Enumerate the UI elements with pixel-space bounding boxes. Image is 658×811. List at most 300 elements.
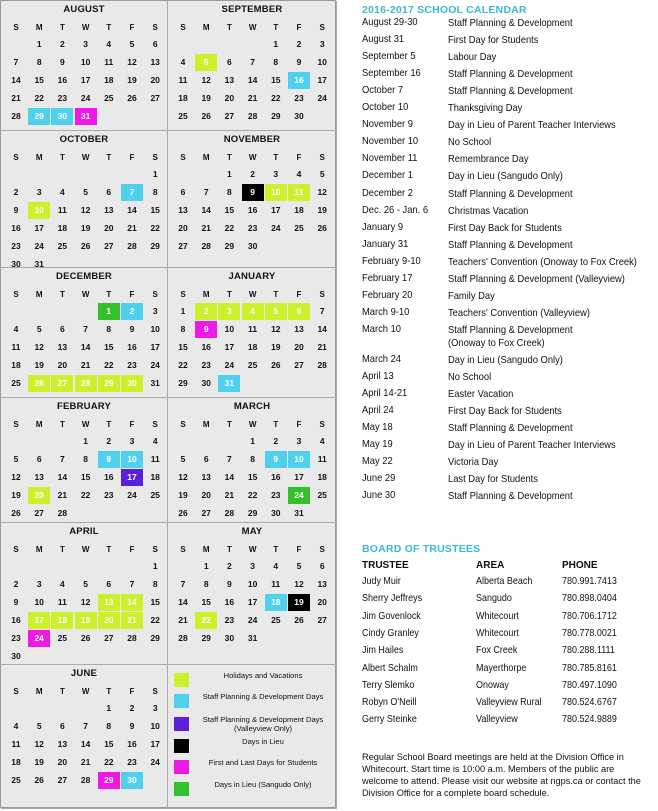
event-date: April 13 xyxy=(362,370,394,382)
calendar-day: 12 xyxy=(317,187,327,197)
calendar-day: 20 xyxy=(57,757,68,767)
calendar-day: 10 xyxy=(224,324,235,334)
trustee-name: Terry Slemko xyxy=(362,679,415,691)
calendar-day: 30 xyxy=(11,259,21,269)
calendar-day: 11 xyxy=(57,597,67,607)
weekday-header: S xyxy=(180,290,186,299)
calendar-day: 30 xyxy=(294,111,304,121)
month-name: MARCH xyxy=(233,401,271,412)
month-name: MAY xyxy=(241,526,263,537)
calendar-day: 5 xyxy=(129,39,135,49)
calendar-day: 3 xyxy=(218,303,240,320)
event-description: Remembrance Day xyxy=(448,154,529,166)
event-date: January 31 xyxy=(362,238,409,250)
calendar-day: 6 xyxy=(60,721,65,731)
legend-swatch xyxy=(174,717,189,731)
trustee-name: Jim Govenlock xyxy=(362,610,421,622)
calendar-day: 27 xyxy=(178,241,188,251)
calendar-day: 14 xyxy=(121,594,143,611)
calendar-day: 1 xyxy=(98,303,120,320)
calendar-day: 1 xyxy=(250,436,255,446)
trustee-area: Onoway xyxy=(476,679,509,691)
calendar-day: 2 xyxy=(273,436,279,446)
month-name: FEBRUARY xyxy=(56,401,112,412)
event-date: March 9-10 xyxy=(362,306,410,318)
event-date: May 18 xyxy=(362,422,393,434)
calendar-day: 14 xyxy=(178,597,188,607)
weekday-header: S xyxy=(152,23,158,32)
month-may xyxy=(168,523,337,665)
calendar-day: 14 xyxy=(11,75,21,85)
calendar-day: 15 xyxy=(150,597,160,607)
month-name: NOVEMBER xyxy=(223,134,281,145)
event-date: October 7 xyxy=(362,85,404,97)
calendar-day: 12 xyxy=(178,472,188,482)
calendar-day: 25 xyxy=(150,490,160,500)
month-november xyxy=(168,131,337,268)
calendar-day: 4 xyxy=(319,436,325,446)
event-description: Teachers' Convention (Valleyview) xyxy=(448,307,590,319)
calendar-day: 22 xyxy=(150,615,160,625)
trustee-name: Albert Schalm xyxy=(362,662,418,674)
calendar-day: 2 xyxy=(195,303,217,320)
calendar-day: 16 xyxy=(127,342,137,352)
calendar-day: 23 xyxy=(247,223,258,233)
calendar-day: 31 xyxy=(34,259,44,269)
event-date: February 17 xyxy=(362,272,413,284)
calendar-day: 7 xyxy=(83,721,88,731)
calendar-day: 22 xyxy=(247,490,258,500)
legend-label: Days in Lieu xyxy=(242,737,284,746)
calendar-day: 15 xyxy=(80,472,91,482)
calendar-day: 26 xyxy=(80,241,91,251)
calendar-day: 16 xyxy=(11,223,21,233)
calendar-day: 13 xyxy=(98,594,120,611)
calendar-day: 28 xyxy=(247,111,258,121)
trustee-phone: 780.706.1712 xyxy=(562,610,617,622)
calendar-day: 19 xyxy=(288,594,310,611)
calendar-day: 21 xyxy=(121,612,143,629)
calendar-day: 7 xyxy=(227,454,232,464)
calendar-day: 17 xyxy=(247,597,258,607)
weekday-header: T xyxy=(226,545,232,554)
calendar-day: 30 xyxy=(271,508,281,518)
calendar-day: 28 xyxy=(127,241,137,251)
calendar-day: 27 xyxy=(201,508,211,518)
month-name: OCTOBER xyxy=(59,134,109,145)
weekday-header: F xyxy=(129,420,135,429)
calendar-day: 29 xyxy=(150,241,160,251)
calendar-day: 19 xyxy=(75,612,97,629)
calendar-day: 7 xyxy=(60,454,65,464)
weekday-header: S xyxy=(13,687,19,696)
calendar-day: 22 xyxy=(150,223,160,233)
weekday-header: W xyxy=(81,153,90,162)
calendar-day: 27 xyxy=(224,111,235,121)
calendar-day: 12 xyxy=(80,205,91,215)
calendar-day: 20 xyxy=(178,223,188,233)
calendar-day: 26 xyxy=(294,615,304,625)
event-description: Christmas Vacation xyxy=(448,205,529,217)
calendar-day: 30 xyxy=(11,651,21,661)
calendar-day: 18 xyxy=(51,612,73,629)
calendar-day: 28 xyxy=(201,241,211,251)
calendar-day: 25 xyxy=(178,111,188,121)
calendar-day: 10 xyxy=(121,451,143,468)
calendar-day: 6 xyxy=(36,454,42,464)
weekday-header: T xyxy=(59,23,65,32)
calendar-day: 2 xyxy=(60,39,65,49)
weekday-header: W xyxy=(248,420,257,429)
weekday-header: S xyxy=(13,290,19,299)
calendar-day: 10 xyxy=(317,57,327,67)
weekday-header: F xyxy=(129,23,135,32)
calendar-day: 1 xyxy=(180,306,186,316)
calendar-day: 24 xyxy=(271,223,281,233)
calendar-day: 30 xyxy=(51,108,73,125)
calendar-day: 9 xyxy=(13,597,19,607)
weekday-header: T xyxy=(59,687,65,696)
legend-label: Holidays and Vacations xyxy=(223,671,303,680)
calendar-day: 21 xyxy=(201,223,211,233)
calendar-day: 19 xyxy=(317,205,327,215)
calendar-day: 24 xyxy=(127,490,137,500)
weekday-header: W xyxy=(248,153,257,162)
calendar-day: 23 xyxy=(294,93,304,103)
calendar-day: 21 xyxy=(127,223,137,233)
calendar-day: 3 xyxy=(273,169,279,179)
calendar-day: 28 xyxy=(224,508,235,518)
weekday-header: T xyxy=(106,420,112,429)
calendar-day: 20 xyxy=(98,612,120,629)
weekday-header: T xyxy=(273,23,279,32)
trustee-name: Sherry Jeffreys xyxy=(362,593,423,605)
legend-label: Staff Planning & Development Days (Valleyview Only) xyxy=(202,715,324,733)
event-date: March 24 xyxy=(362,353,401,365)
event-description: First Day for Students xyxy=(448,35,539,47)
calendar-day: 2 xyxy=(121,303,143,320)
event-description: Staff Planning & Development xyxy=(448,18,573,29)
calendar-day: 29 xyxy=(98,375,120,392)
calendar-day: 26 xyxy=(271,360,281,370)
calendar-day: 7 xyxy=(121,184,143,201)
weekday-header: S xyxy=(13,545,19,554)
calendar-day: 19 xyxy=(11,490,21,500)
weekday-header: W xyxy=(81,420,90,429)
event-date: April 14-21 xyxy=(362,388,408,399)
calendar-day: 8 xyxy=(203,579,209,589)
calendar-day: 16 xyxy=(288,72,310,89)
month-name: APRIL xyxy=(69,526,99,537)
calendar-day: 29 xyxy=(150,633,160,643)
calendar-day: 17 xyxy=(121,469,143,486)
weekday-header: T xyxy=(59,290,65,299)
weekday-header: T xyxy=(226,290,232,299)
weekday-header: W xyxy=(248,290,257,299)
calendar-day: 24 xyxy=(34,241,44,251)
weekday-header: T xyxy=(59,420,65,429)
trustee-name: Judy Muir xyxy=(362,576,401,587)
trustee-phone: 780.524.6767 xyxy=(562,697,617,709)
month-january xyxy=(168,268,337,398)
calendar-day: 20 xyxy=(57,360,68,370)
weekday-header: T xyxy=(106,153,112,162)
calendar-day: 20 xyxy=(150,75,160,85)
event-date: September 5 xyxy=(362,51,416,63)
calendar-day: 8 xyxy=(106,721,112,731)
calendar-day: 18 xyxy=(317,472,327,482)
trustee-area: Valleyview xyxy=(476,714,518,726)
calendar-day: 18 xyxy=(150,472,160,482)
calendar-day: 29 xyxy=(247,508,258,518)
event-description: Family Day xyxy=(448,290,495,302)
calendar-day: 23 xyxy=(127,360,137,370)
calendar-day: 2 xyxy=(106,436,112,446)
calendar-day: 24 xyxy=(317,93,327,103)
calendar-day: 24 xyxy=(224,360,235,370)
calendar-day: 3 xyxy=(152,306,158,316)
calendar-day: 30 xyxy=(201,378,211,388)
weekday-header: S xyxy=(152,545,158,554)
trustee-name: Gerry Steinke xyxy=(362,714,417,726)
calendar-day: 19 xyxy=(34,360,44,370)
calendar-day: 11 xyxy=(288,184,310,201)
legend-label: Staff Planning & Development Days xyxy=(202,692,324,701)
weekday-header: S xyxy=(319,153,325,162)
trustee-area: Fox Creek xyxy=(476,645,518,657)
calendar-day: 29 xyxy=(224,241,235,251)
weekday-header: S xyxy=(152,687,158,696)
calendar-day: 27 xyxy=(317,615,327,625)
calendar-day: 23 xyxy=(224,615,235,625)
weekday-header: S xyxy=(13,420,19,429)
weekday-header: W xyxy=(248,23,257,32)
calendar-day: 15 xyxy=(201,597,211,607)
calendar-day: 20 xyxy=(224,93,235,103)
calendar-day: 24 xyxy=(80,93,91,103)
weekday-header: W xyxy=(248,545,257,554)
event-description: Staff Planning & Development (Onoway to Fox Creek) xyxy=(448,324,573,349)
calendar-day: 12 xyxy=(271,324,281,334)
calendar-day: 29 xyxy=(178,378,188,388)
calendar-day: 28 xyxy=(57,508,68,518)
calendar-day: 7 xyxy=(250,57,255,67)
calendar-day: 3 xyxy=(250,561,255,571)
calendar-day: 13 xyxy=(317,579,327,589)
month-march xyxy=(168,398,337,523)
calendar-day: 21 xyxy=(247,93,258,103)
calendar-day: 6 xyxy=(180,187,186,197)
calendar-day: 9 xyxy=(60,57,65,67)
month-name: AUGUST xyxy=(63,4,105,15)
calendar-day: 15 xyxy=(150,205,160,215)
calendar-day: 4 xyxy=(13,324,19,334)
calendar-day: 14 xyxy=(247,75,258,85)
calendar-day: 25 xyxy=(271,615,281,625)
calendar-day: 22 xyxy=(104,360,114,370)
calendar-day: 3 xyxy=(319,39,325,49)
calendar-day: 10 xyxy=(150,721,160,731)
trustee-phone: 780.524.9889 xyxy=(562,714,617,726)
calendar-day: 17 xyxy=(34,223,44,233)
calendar-day: 16 xyxy=(127,739,137,749)
calendar-day: 13 xyxy=(178,205,188,215)
event-description: Teachers' Convention (Onoway to Fox Creek) xyxy=(448,256,637,268)
month-name: JANUARY xyxy=(228,271,276,282)
event-description: Staff Planning & Development xyxy=(448,86,573,98)
calendar-day: 7 xyxy=(13,57,19,67)
trustee-area: Mayerthorpe xyxy=(476,662,527,674)
calendar-day: 23 xyxy=(11,633,21,643)
weekday-header: S xyxy=(319,290,325,299)
calendar-day: 12 xyxy=(34,739,44,749)
calendar-day: 3 xyxy=(36,579,42,589)
calendar-day: 16 xyxy=(224,597,235,607)
event-description: Day in Lieu (Sangudo Only) xyxy=(448,354,563,366)
calendar-day: 16 xyxy=(11,615,21,625)
calendar-day: 13 xyxy=(57,739,68,749)
calendar-day: 12 xyxy=(80,597,91,607)
calendar-day: 12 xyxy=(294,579,304,589)
calendar-day: 30 xyxy=(121,375,143,392)
calendar-day: 7 xyxy=(180,579,186,589)
event-date: October 10 xyxy=(362,102,409,114)
weekday-header: M xyxy=(202,545,210,554)
event-date: Dec. 26 - Jan. 6 xyxy=(362,204,429,216)
calendar-title: 2016-2017 SCHOOL CALENDAR xyxy=(362,4,527,16)
event-description: Staff Planning & Development xyxy=(448,69,573,81)
weekday-header: S xyxy=(180,420,186,429)
calendar-day: 5 xyxy=(319,169,325,179)
month-june xyxy=(1,665,168,809)
trustee-name: Cindy Granley xyxy=(362,627,419,639)
board-meeting-note: Regular School Board meetings are held at the Division Office in Whitecourt. Start time is 10:00 a.m. Members of the public are welcome to attend. Please visit our website at ngps.ca or contact the Division Office for a complete board schedule. xyxy=(362,752,641,798)
area-header: AREA xyxy=(476,560,505,571)
month-name: SEPTEMBER xyxy=(221,4,283,15)
calendar-day: 10 xyxy=(80,57,91,67)
event-description: Staff Planning & Development xyxy=(448,423,573,435)
calendar-day: 28 xyxy=(80,775,91,785)
event-description: No School xyxy=(448,137,492,149)
calendar-day: 2 xyxy=(296,39,302,49)
phone-header: PHONE xyxy=(562,560,598,571)
weekday-header: T xyxy=(59,153,65,162)
calendar-day: 3 xyxy=(36,187,42,197)
calendar-day: 5 xyxy=(195,54,217,71)
calendar-day: 20 xyxy=(294,342,304,352)
calendar-day: 18 xyxy=(11,360,21,370)
event-description: Labour Day xyxy=(448,52,497,64)
calendar-day: 19 xyxy=(271,342,281,352)
event-description: Staff Planning & Development (Valleyview) xyxy=(448,273,625,285)
calendar-day: 25 xyxy=(294,223,304,233)
weekday-header: F xyxy=(296,545,302,554)
calendar-day: 21 xyxy=(57,490,68,500)
trustee-area: Alberta Beach xyxy=(476,576,533,587)
weekday-header: M xyxy=(202,23,210,32)
weekday-header: M xyxy=(202,153,210,162)
event-description: No School xyxy=(448,371,492,383)
event-date: March 10 xyxy=(362,323,401,335)
calendar-day: 13 xyxy=(294,324,304,334)
event-date: June 30 xyxy=(362,490,396,502)
calendar-day: 19 xyxy=(34,757,44,767)
calendar-day: 5 xyxy=(265,303,287,320)
trustee-name: Jim Hailes xyxy=(362,645,404,657)
weekday-header: S xyxy=(152,420,158,429)
weekday-header: W xyxy=(81,290,90,299)
event-description: Staff Planning & Development xyxy=(448,491,573,503)
weekday-header: M xyxy=(35,23,43,32)
calendar-day: 28 xyxy=(178,633,188,643)
calendar-day: 16 xyxy=(104,472,114,482)
weekday-header: F xyxy=(296,290,302,299)
calendar-day: 22 xyxy=(178,360,188,370)
calendar-day: 3 xyxy=(129,436,135,446)
calendar-day: 8 xyxy=(152,187,158,197)
legend-swatch xyxy=(174,782,189,796)
calendar-day: 26 xyxy=(317,223,327,233)
weekday-header: T xyxy=(106,687,112,696)
weekday-header: T xyxy=(273,545,279,554)
weekday-header: W xyxy=(81,23,90,32)
calendar-day: 4 xyxy=(242,303,264,320)
weekday-header: T xyxy=(273,290,279,299)
trustee-area: Whitecourt xyxy=(476,627,519,639)
calendar-day: 4 xyxy=(273,561,279,571)
calendar-day: 27 xyxy=(104,241,114,251)
calendar-day: 1 xyxy=(273,39,279,49)
board-title: BOARD OF TRUSTEES xyxy=(362,543,481,555)
calendar-day: 13 xyxy=(57,342,68,352)
month-name: JUNE xyxy=(70,668,98,679)
calendar-day: 10 xyxy=(247,579,258,589)
calendar-day: 10 xyxy=(150,324,160,334)
calendar-day: 30 xyxy=(247,241,258,251)
event-date: September 16 xyxy=(362,68,421,80)
month-february xyxy=(1,398,168,523)
calendar-day: 26 xyxy=(11,508,21,518)
event-date: November 11 xyxy=(362,153,418,165)
calendar-day: 23 xyxy=(11,241,21,251)
weekday-header: F xyxy=(129,290,135,299)
calendar-day: 25 xyxy=(104,93,114,103)
calendar-day: 11 xyxy=(11,342,21,352)
calendar-day: 16 xyxy=(271,472,281,482)
calendar-day: 4 xyxy=(296,169,302,179)
calendar-day: 23 xyxy=(127,757,137,767)
calendar-day: 9 xyxy=(265,451,287,468)
calendar-day: 1 xyxy=(106,703,112,713)
right-column xyxy=(338,0,658,811)
calendar-day: 23 xyxy=(271,490,281,500)
calendar-day: 11 xyxy=(11,739,21,749)
calendar-day: 31 xyxy=(294,508,304,518)
calendar-day: 19 xyxy=(127,75,137,85)
event-date: November 9 xyxy=(362,119,413,131)
calendar-day: 15 xyxy=(247,472,258,482)
calendar-day: 7 xyxy=(203,187,209,197)
calendar-day: 6 xyxy=(288,303,310,320)
trustee-phone: 780.778.0021 xyxy=(562,627,617,639)
calendar-day: 25 xyxy=(247,360,258,370)
calendar-day: 13 xyxy=(201,472,211,482)
weekday-header: M xyxy=(35,687,43,696)
calendar-day: 31 xyxy=(75,108,97,125)
calendar-day: 27 xyxy=(34,508,44,518)
calendar-day: 9 xyxy=(98,451,120,468)
trustee-area: Whitecourt xyxy=(476,610,519,622)
